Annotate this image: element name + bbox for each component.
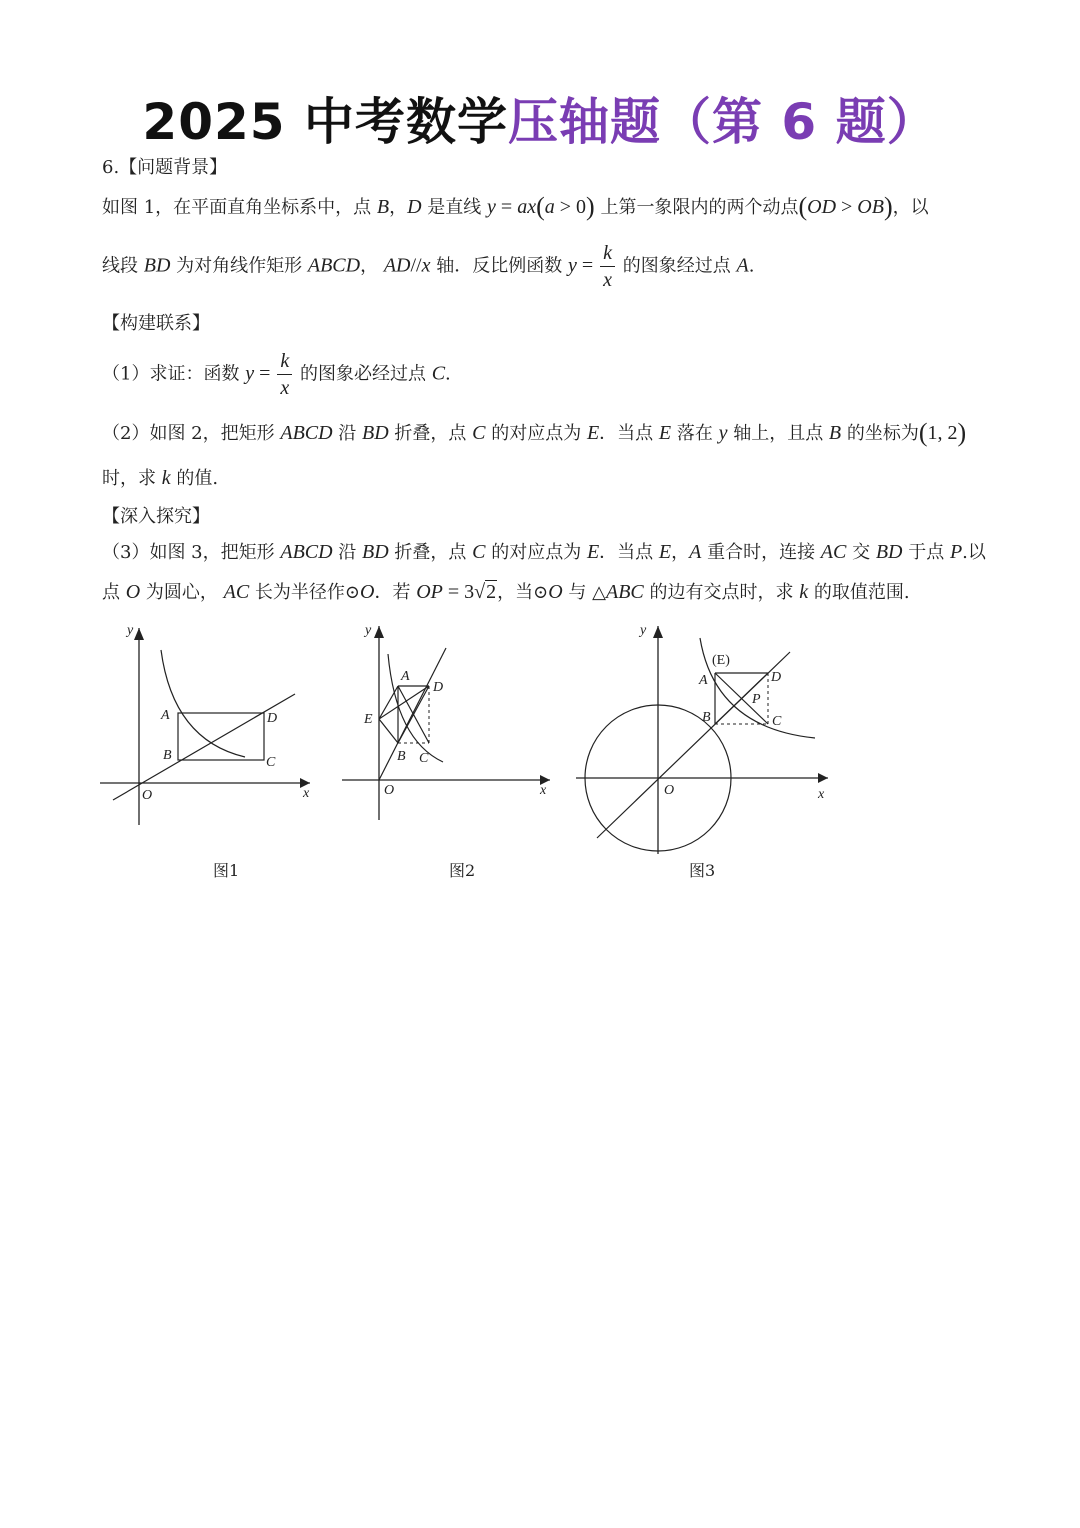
figure-3-caption: 图3: [689, 861, 716, 880]
figure-2-caption: 图2: [449, 861, 476, 880]
title-accent: 压轴题（第 6 题）: [507, 93, 938, 151]
deep-header: 【深入探究】: [102, 506, 210, 527]
label-E: (E): [712, 653, 730, 668]
label-D: D: [771, 670, 782, 685]
background-line-2: 线段 BD 为对角线作矩形 ABCD， AD//x 轴．反比例函数 y = $\frac{k}{x}$ 的图象经过点 A.: [102, 242, 755, 291]
label-D: D: [433, 680, 444, 695]
label-B: B: [163, 748, 172, 763]
label-B: B: [397, 749, 406, 764]
figure-1-caption: 图1: [213, 861, 240, 880]
y-axis-arrow: [653, 626, 663, 638]
page-title: [0, 82, 1080, 154]
question-1: （1）求证：函数 y = $\frac{k}{x}$ 的图象必经过点 C.: [102, 350, 451, 399]
fraction-k-over-x: $\frac{k}{x}$: [277, 348, 292, 401]
y-axis-arrow: [134, 628, 144, 640]
label-C: C: [419, 751, 429, 766]
x-axis-arrow: [818, 773, 828, 783]
label-C: C: [266, 755, 276, 770]
label-x: x: [818, 787, 825, 802]
line-y-ax: [113, 694, 295, 800]
hyperbola-curve: [161, 650, 245, 757]
label-B: B: [702, 710, 711, 725]
label-O: O: [142, 788, 153, 803]
question-2-line-1: （2）如图 2，把矩形 ABCD 沿 BD 折叠，点 C 的对应点为 E．当点 E 落在 y 轴上，且点 B 的坐标为(1, 2): [102, 418, 967, 447]
question-2-line-2: 时，求 k 的值.: [102, 467, 219, 489]
title-main: 2025 中考数学: [142, 93, 508, 151]
label-O: O: [664, 783, 675, 798]
label-y: y: [365, 623, 372, 638]
problem-header: 6.【问题背景】: [102, 157, 228, 178]
question-3-line-2: 点 O 为圆心， AC 长为半径作⊙O．若 OP = 3√2，当⊙O 与 △ABC 的边有交点时，求 k 的取值范围.: [102, 581, 910, 603]
background-line-1: 如图 1，在平面直角坐标系中，点 B，D 是直线 y = ax(a > 0) 上第一象限内的两个动点(OD > OB)，以: [102, 192, 929, 221]
label-P: P: [752, 692, 761, 707]
label-C: C: [772, 714, 782, 729]
label-x: x: [540, 783, 547, 798]
y-axis-arrow: [374, 626, 384, 638]
figure-2: [338, 620, 563, 830]
label-x: x: [303, 786, 310, 801]
question-3-line-1: （3）如图 3，把矩形 ABCD 沿 BD 折叠，点 C 的对应点为 E．当点 E，A 重合时，连接 AC 交 BD 于点 P.以: [102, 541, 986, 563]
label-E: E: [364, 712, 373, 727]
label-A: A: [401, 669, 410, 684]
build-header: 【构建联系】: [102, 313, 210, 334]
figure-3: [570, 618, 835, 858]
label-D: D: [267, 711, 278, 726]
label-A: A: [699, 673, 708, 688]
label-O: O: [384, 783, 395, 798]
label-A: A: [161, 708, 170, 723]
fraction-k-over-x: $\frac{k}{x}$: [600, 240, 615, 293]
label-y: y: [640, 623, 647, 638]
figure-1: [95, 620, 325, 830]
label-y: y: [127, 623, 134, 638]
